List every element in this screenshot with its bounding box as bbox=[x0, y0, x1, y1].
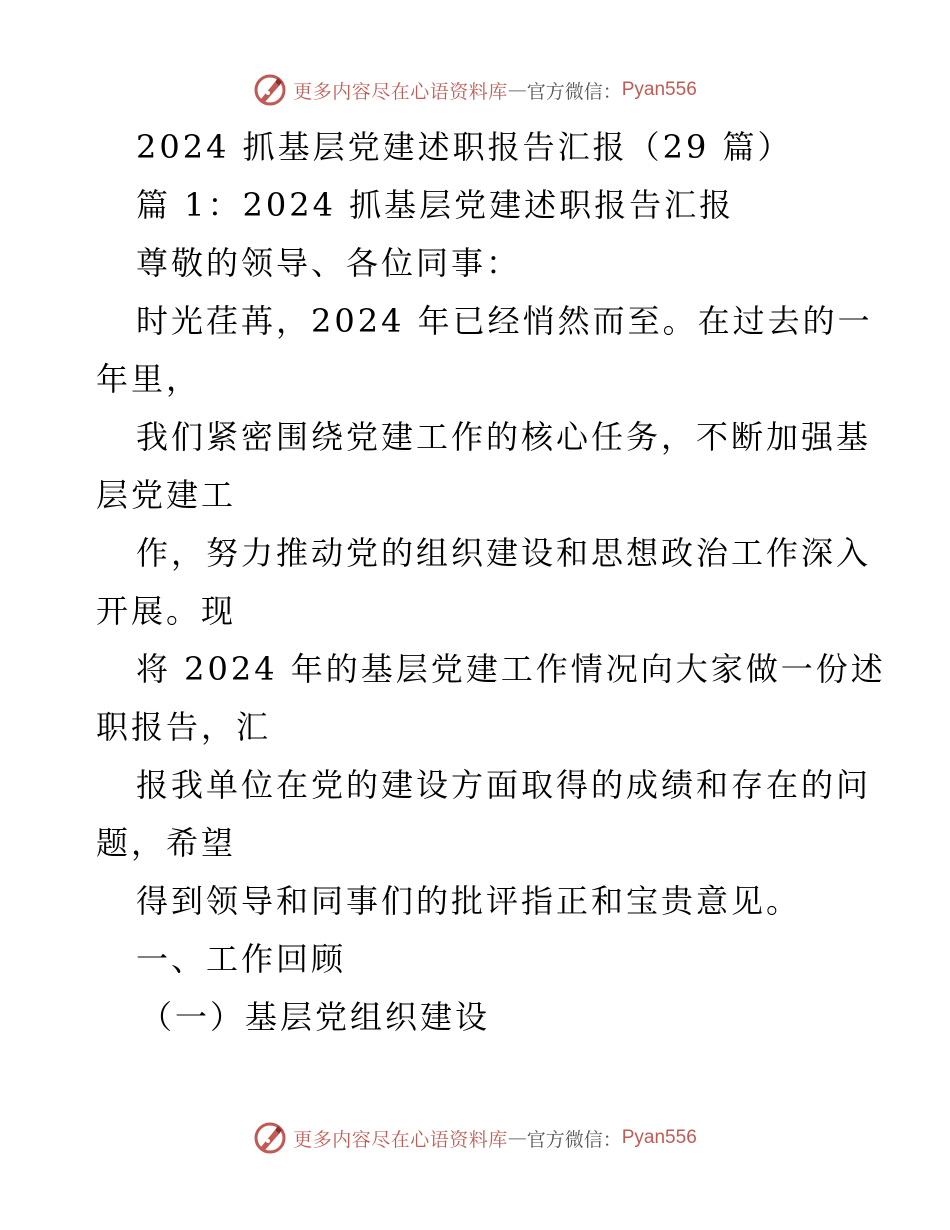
document-title: 2024 抓基层党建述职报告汇报（29 篇） bbox=[136, 128, 793, 166]
section-heading: 一、工作回顾 bbox=[136, 940, 347, 978]
paragraph-line: 年里， bbox=[96, 360, 202, 398]
watermark-wechat-label: 官方微信： bbox=[526, 80, 622, 103]
pen-logo-icon bbox=[253, 1121, 287, 1155]
paragraph-line: 作，努力推动党的组织建设和思想政治工作深入 bbox=[136, 534, 872, 572]
watermark-text: 更多内容尽在心语资料库 bbox=[293, 1128, 508, 1151]
watermark-separator: — bbox=[507, 1127, 527, 1149]
header-watermark bbox=[0, 70, 950, 110]
paragraph-line: 将 2024 年的基层党建工作情况向大家做一份述 bbox=[136, 650, 886, 688]
watermark-wechat-id: Pyan556 bbox=[621, 1127, 697, 1148]
paragraph-line: 层党建工 bbox=[96, 476, 237, 514]
document-body bbox=[96, 118, 886, 1046]
paragraph-line: 题，希望 bbox=[96, 824, 237, 862]
footer-watermark bbox=[0, 1118, 950, 1158]
section-heading: 篇 1：2024 抓基层党建述职报告汇报 bbox=[136, 186, 735, 224]
paragraph-line: 时光荏苒，2024 年已经悄然而至。在过去的一 bbox=[136, 302, 873, 340]
watermark-separator: — bbox=[507, 79, 527, 101]
salutation: 尊敬的领导、各位同事： bbox=[136, 244, 522, 282]
paragraph-line: 职报告，汇 bbox=[96, 708, 272, 746]
subsection-heading: （一）基层党组织建设 bbox=[140, 998, 491, 1036]
watermark-wechat-id: Pyan556 bbox=[621, 79, 697, 100]
paragraph-line: 开展。现 bbox=[96, 592, 237, 630]
paragraph-line: 报我单位在党的建设方面取得的成绩和存在的问 bbox=[136, 766, 872, 804]
pen-logo-icon bbox=[253, 73, 287, 107]
paragraph-line: 得到领导和同事们的批评指正和宝贵意见。 bbox=[136, 882, 802, 920]
watermark-wechat-label: 官方微信： bbox=[526, 1128, 622, 1151]
watermark-text: 更多内容尽在心语资料库 bbox=[293, 80, 508, 103]
paragraph-line: 我们紧密围绕党建工作的核心任务，不断加强基 bbox=[136, 418, 872, 456]
